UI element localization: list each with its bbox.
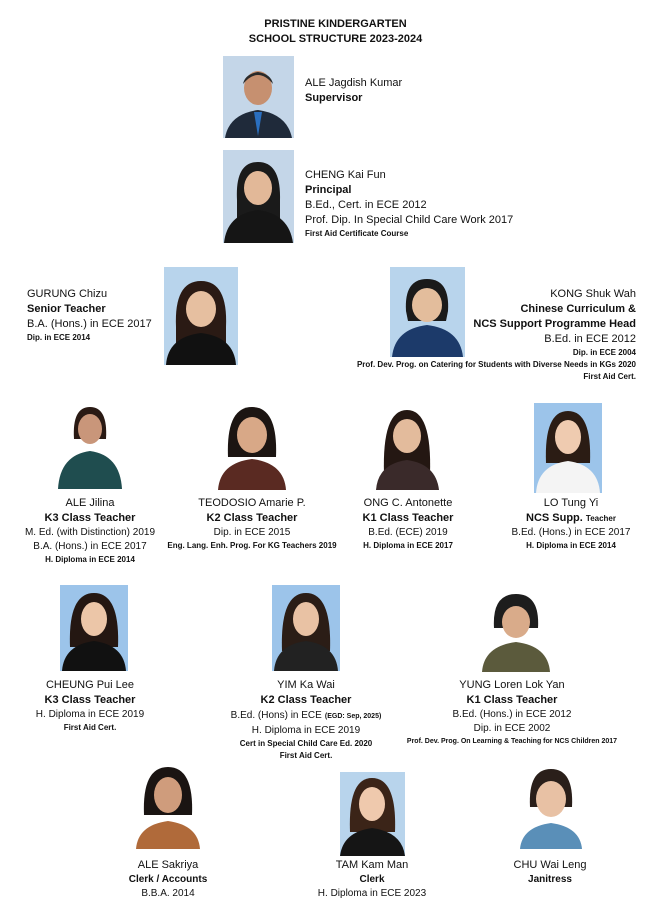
staff-qualification: H. Diploma in ECE 2017: [363, 541, 453, 550]
staff-name: ALE Sakriya: [137, 859, 199, 871]
staff-photo: [60, 585, 128, 671]
staff-qualification: Dip. in ECE 2014: [27, 333, 91, 342]
staff-photo: [52, 403, 128, 489]
staff-role: K1 Class Teacher: [362, 512, 454, 524]
staff-name: LO Tung Yi: [543, 497, 599, 509]
staff-info: [0, 678, 180, 734]
staff-name: ALE Jagdish Kumar: [305, 77, 403, 89]
staff-photo: [164, 267, 238, 365]
staff-photo: [518, 763, 584, 849]
staff-qualification: Prof. Dev. Prog. On Learning & Teaching for NCS Children 2017: [406, 738, 618, 745]
school-name: PRISTINE KINDERGARTEN: [264, 18, 407, 30]
staff-role: NCS Supp.: [526, 512, 583, 524]
staff-qualification: B.Ed. (Hons.) in ECE 2017: [511, 527, 631, 538]
staff-qualification: H. Diploma in ECE 2014: [45, 555, 135, 564]
staff-qualification: B.A. (Hons.) in ECE 2017: [33, 541, 147, 552]
staff-role: Senior Teacher: [27, 303, 106, 315]
staff-qualification: B.Ed. in ECE 2012: [544, 333, 636, 345]
staff-info: [400, 678, 624, 748]
staff-name: CHEUNG Pui Lee: [45, 679, 135, 691]
staff-name: CHU Wai Leng: [513, 859, 587, 871]
staff-info: [305, 168, 513, 240]
staff-info: [196, 678, 416, 762]
staff-qualification: H. Diploma in ECE 2019: [251, 725, 361, 736]
staff-name: TAM Kam Man: [335, 859, 409, 871]
page-title: SCHOOL STRUCTURE 2023-2024: [248, 33, 423, 45]
staff-info: [327, 496, 489, 552]
staff-qualification: Eng. Lang. Enh. Prog. For KG Teachers 2019: [167, 541, 337, 550]
staff-role: Supervisor: [305, 92, 363, 104]
staff-role: K2 Class Teacher: [260, 694, 352, 706]
staff-qualification: Cert in Special Child Care Ed. 2020: [239, 739, 373, 748]
staff-role: Clerk / Accounts: [128, 874, 208, 885]
staff-info: [357, 287, 636, 383]
staff-photo: [223, 56, 294, 138]
staff-qualification: B.Ed. (ECE) 2019: [368, 527, 448, 538]
staff-qualification: Prof. Dip. In Special Child Care Work 2017: [305, 214, 514, 226]
staff-role: K3 Class Teacher: [44, 512, 136, 524]
staff-name: YIM Ka Wai: [277, 679, 335, 691]
staff-photo: [216, 401, 288, 490]
staff-role: Chinese Curriculum &: [520, 303, 636, 315]
staff-name: KONG Shuk Wah: [550, 288, 636, 300]
staff-role: Clerk: [359, 874, 385, 885]
staff-name: ALE Jilina: [65, 497, 115, 509]
staff-photo: [372, 404, 443, 490]
staff-qualification: First Aid Cert.: [583, 372, 636, 381]
staff-role: K3 Class Teacher: [44, 694, 136, 706]
staff-qualification: B.B.A. 2014: [141, 888, 195, 899]
staff-role: K2 Class Teacher: [206, 512, 298, 524]
staff-role: Janitress: [528, 874, 572, 885]
staff-info: [160, 496, 344, 552]
staff-photo: [223, 150, 294, 243]
staff-name: GURUNG Chizu: [27, 288, 108, 300]
staff-qualification-note: (EGD: Sep, 2025): [324, 713, 382, 720]
staff-photo: [340, 772, 405, 856]
staff-role-line2: NCS Support Programme Head: [473, 318, 636, 330]
staff-qualification: B.A. (Hons.) in ECE 2017: [27, 318, 152, 330]
staff-info: [86, 858, 250, 901]
staff-name: YUNG Loren Lok Yan: [459, 679, 565, 691]
staff-qualification: First Aid Cert.: [63, 723, 117, 732]
staff-role-small: Teacher: [585, 514, 616, 523]
staff-name: CHENG Kai Fun: [305, 169, 386, 181]
staff-info: [305, 76, 402, 106]
staff-photo: [136, 763, 200, 849]
staff-qualification: Dip. in ECE 2002: [473, 723, 551, 734]
staff-qualification: H. Diploma in ECE 2019: [35, 709, 145, 720]
staff-qualification: M. Ed. (with Distinction) 2019: [24, 527, 156, 538]
staff-qualification: Prof. Dev. Prog. on Catering for Students with Diverse Needs in KGs 2020: [356, 360, 636, 369]
staff-info: [0, 496, 180, 566]
staff-qualification: First Aid Cert.: [279, 751, 333, 760]
staff-qualification: H. Diploma in ECE 2014: [526, 541, 616, 550]
staff-qualification: B.Ed. (Hons) in ECE: [230, 710, 322, 721]
staff-role: Principal: [305, 184, 352, 196]
staff-photo: [480, 590, 552, 672]
staff-qualification: B.Ed., Cert. in ECE 2012: [305, 199, 427, 211]
staff-qualification: Dip. in ECE 2015: [213, 527, 291, 538]
staff-name: TEODOSIO Amarie P.: [198, 497, 306, 509]
staff-qualification: Dip. in ECE 2004: [572, 348, 636, 357]
staff-photo: [534, 403, 602, 493]
staff-info: [472, 858, 628, 887]
staff-photo: [272, 585, 340, 671]
staff-qualification: B.Ed. (Hons.) in ECE 2012: [452, 709, 572, 720]
staff-qualification: H. Diploma in ECE 2023: [317, 888, 427, 899]
staff-info: [486, 496, 656, 552]
staff-qualification: First Aid Certificate Course: [305, 229, 409, 238]
staff-info: [282, 858, 462, 901]
staff-info: [27, 287, 152, 344]
staff-name: ONG C. Antonette: [363, 497, 453, 509]
staff-role: K1 Class Teacher: [466, 694, 558, 706]
